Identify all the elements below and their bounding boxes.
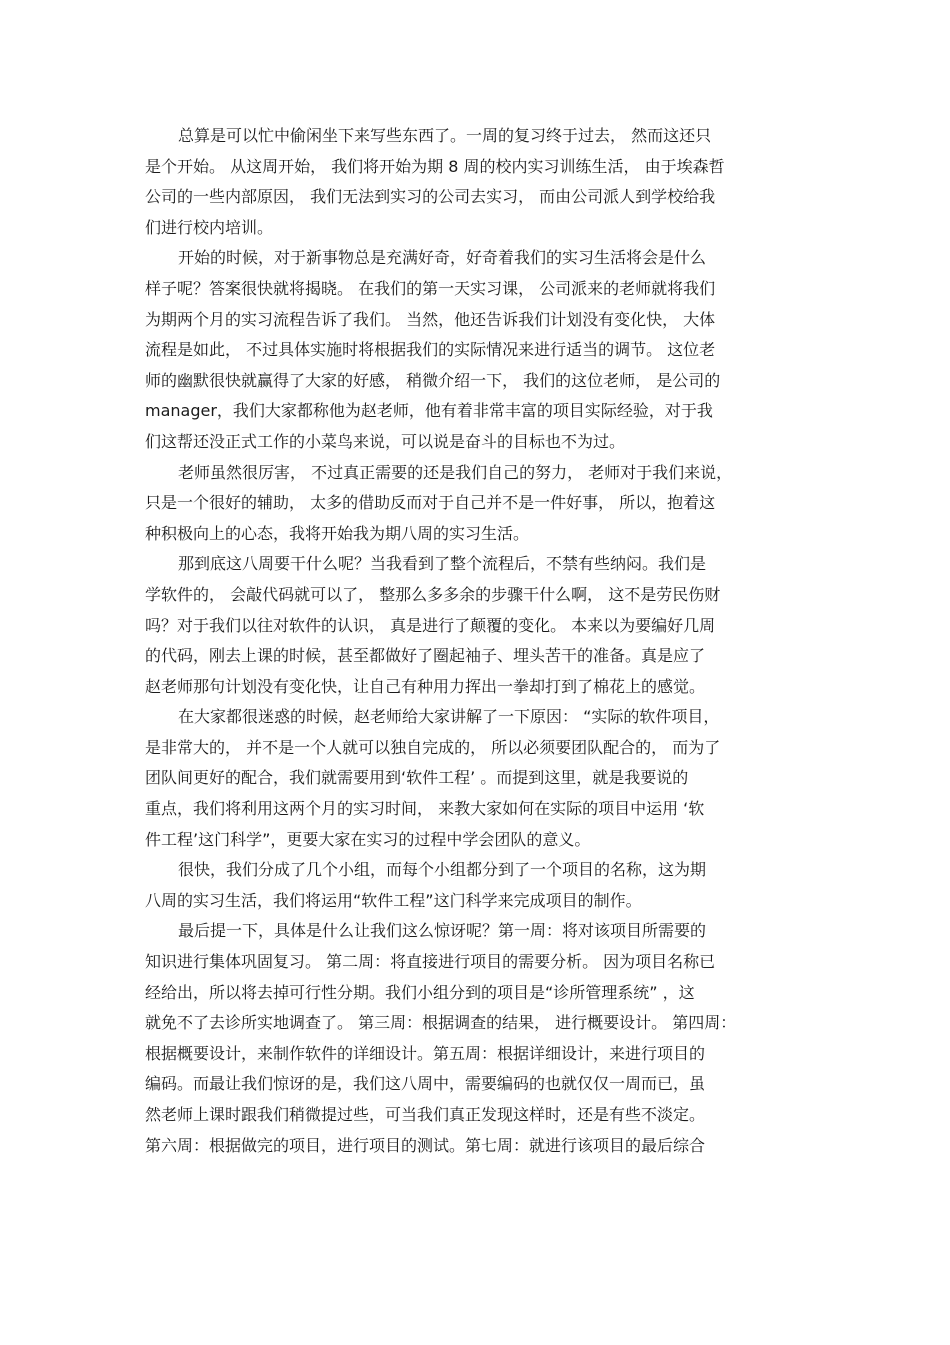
paragraph-line: 根据概要设计，来制作软件的详细设计。第五周：根据详细设计，来进行项目的 — [145, 1043, 706, 1063]
paragraph-line: 流程是如此， 不过具体实施时将根据我们的实际情况来进行适当的调节。 这位老 — [145, 340, 716, 360]
paragraph-line: 很快，我们分成了几个小组，而每个小组都分到了一个项目的名称，这为期 — [178, 860, 707, 880]
paragraph-line: 最后提一下，具体是什么让我们这么惊讶呢？第一周：将对该项目所需要的 — [178, 921, 707, 941]
paragraph-line: 学软件的， 会敲代码就可以了， 整那么多多余的步骤干什么啊， 这不是劳民伤财 — [145, 584, 721, 604]
paragraph-line: 件工程’这门科学”，更要大家在实习的过程中学会团队的意义。 — [145, 829, 591, 849]
paragraph-line: 团队间更好的配合，我们就需要用到‘软件工程’ 。而提到这里，就是我要说的 — [145, 768, 689, 788]
paragraph-line: 八周的实习生活，我们将运用“软件工程”这门科学来完成项目的制作。 — [145, 890, 642, 910]
paragraph-line: 知识进行集体巩固复习。 第二周：将直接进行项目的需要分析。 因为项目名称已 — [145, 952, 716, 972]
paragraph-line: 第六周：根据做完的项目，进行项目的测试。第七周：就进行该项目的最后综合 — [145, 1135, 706, 1155]
paragraph-line: 那到底这八周要干什么呢？当我看到了整个流程后，不禁有些纳闷。我们是 — [178, 554, 707, 574]
body-text — [145, 121, 810, 1161]
paragraph-line: 种积极向上的心态，我将开始我为期八周的实习生活。 — [145, 523, 530, 543]
paragraph-line: 总算是可以忙中偷闲坐下来写些东西了。一周的复习终于过去， 然而这还只 — [178, 126, 712, 145]
paragraph-line: 是个开始。 从这周开始， 我们将开始为期 8 周的校内实习训练生活， 由于埃森哲 — [145, 156, 725, 176]
paragraph-line: 在大家都很迷惑的时候，赵老师给大家讲解了一下原因： “实际的软件项目， — [178, 707, 720, 727]
paragraph-line: 是非常大的， 并不是一个人就可以独自完成的， 所以必须要团队配合的， 而为了 — [145, 737, 721, 757]
paragraph-line: 经给出，所以将去掉可行性分期。我们小组分到的项目是“诊所管理系统” ，这 — [145, 982, 695, 1002]
paragraph-line: 的代码，刚去上课的时候，甚至都做好了圈起袖子、埋头苦干的准备。真是应了 — [145, 646, 706, 666]
paragraph-line: 样子呢？答案很快就将揭晓。 在我们的第一天实习课， 公司派来的老师就将我们 — [145, 278, 716, 298]
paragraph-line: 重点，我们将利用这两个月的实习时间， 来教大家如何在实际的项目中运用 ‘软 — [145, 799, 705, 819]
paragraph-line: 为期两个月的实习流程告诉了我们。 当然，他还告诉我们计划没有变化快， 大体 — [145, 309, 716, 329]
paragraph-line: 赵老师那句计划没有变化快，让自己有种用力挥出一拳却打到了棉花上的感觉。 — [145, 676, 706, 696]
paragraph-line: 然老师上课时跟我们稍微提过些，可当我们真正发现这样时，还是有些不淡定。 — [145, 1105, 706, 1124]
paragraph-line: 只是一个很好的辅助， 太多的借助反而对于自己并不是一件好事， 所以，抱着这 — [145, 493, 716, 513]
paragraph-line: manager，我们大家都称他为赵老师，他有着非常丰富的项目实际经验，对于我 — [145, 401, 713, 421]
paragraph-line: 编码。而最让我们惊讶的是，我们这八周中，需要编码的也就仅仅一周而已，虽 — [145, 1074, 706, 1094]
paragraph-line: 就免不了去诊所实地调查了。 第三周：根据调查的结果， 进行概要设计。 第四周： — [145, 1013, 737, 1033]
paragraph-line: 们进行校内培训。 — [145, 217, 274, 237]
paragraph-line: 吗？对于我们以往对软件的认识， 真是进行了颠覆的变化。 本来以为要编好几周 — [145, 615, 716, 635]
paragraph-line: 公司的一些内部原因， 我们无法到实习的公司去实习， 而由公司派人到学校给我 — [145, 187, 716, 207]
paragraph-line: 老师虽然很厉害， 不过真正需要的还是我们自己的努力， 老师对于我们来说， — [178, 462, 733, 482]
paragraph-line: 开始的时候，对于新事物总是充满好奇，好奇着我们的实习生活将会是什么 — [178, 248, 707, 268]
paragraph-line: 们这帮还没正式工作的小菜鸟来说，可以说是奋斗的目标也不为过。 — [145, 431, 626, 451]
paragraph-line: 师的幽默很快就赢得了大家的好感， 稍微介绍一下， 我们的这位老师， 是公司的 — [145, 370, 721, 390]
